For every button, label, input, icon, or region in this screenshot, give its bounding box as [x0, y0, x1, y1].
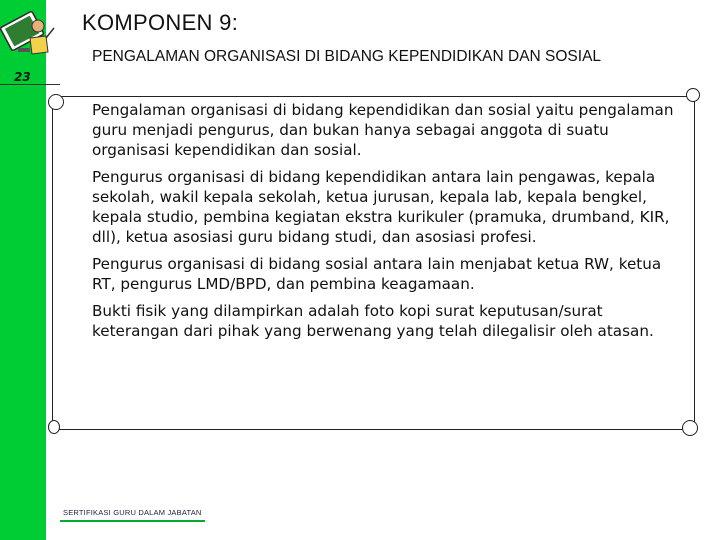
scroll-curl-bottom-left: [48, 420, 60, 434]
page-title: KOMPONEN 9:: [82, 10, 239, 35]
content-body: [92, 100, 688, 348]
footer-underline: [60, 520, 205, 522]
page-subtitle: PENGALAMAN ORGANISASI DI BIDANG KEPENDIDIKAN DAN SOSIAL: [92, 48, 602, 65]
footer-label: SERTIFIKASI GURU DALAM JABATAN: [63, 508, 202, 517]
paragraph-definition: Pengalaman organisasi di bidang kependidikan dan sosial yaitu pengalaman guru menjadi pengurus, dan bukan hanya sebagai anggota di suatu organisasi kependidikan dan sosial.: [92, 101, 674, 159]
scroll-curl-top-left: [48, 94, 64, 110]
header-divider: [0, 84, 60, 85]
teacher-clipart-icon: [0, 8, 58, 62]
slide-number: 23: [14, 70, 31, 84]
paragraph-evidence: Bukti fisik yang dilampirkan adalah foto kopi surat keputusan/surat keterangan dari pihak yang berwenang yang telah dilegalisir oleh atasan.: [92, 302, 654, 340]
paragraph-social-roles: Pengurus organisasi di bidang sosial antara lain menjabat ketua RW, ketua RT, pengurus LMD/BPD, dan pembina keagamaan.: [92, 255, 662, 293]
scroll-curl-bottom-right: [682, 420, 698, 436]
scroll-curl-top-right: [686, 88, 700, 102]
paragraph-education-roles: Pengurus organisasi di bidang kependidikan antara lain pengawas, kepala sekolah, wakil kepala sekolah, ketua jurusan, kepala lab, kepala bengkel, kepala studio, pembina kegiatan ekstra kurikuler (pramuka, drumband, KIR, dll), ketua asosiasi guru bidang studi, dan asosiasi profesi.: [92, 168, 670, 246]
